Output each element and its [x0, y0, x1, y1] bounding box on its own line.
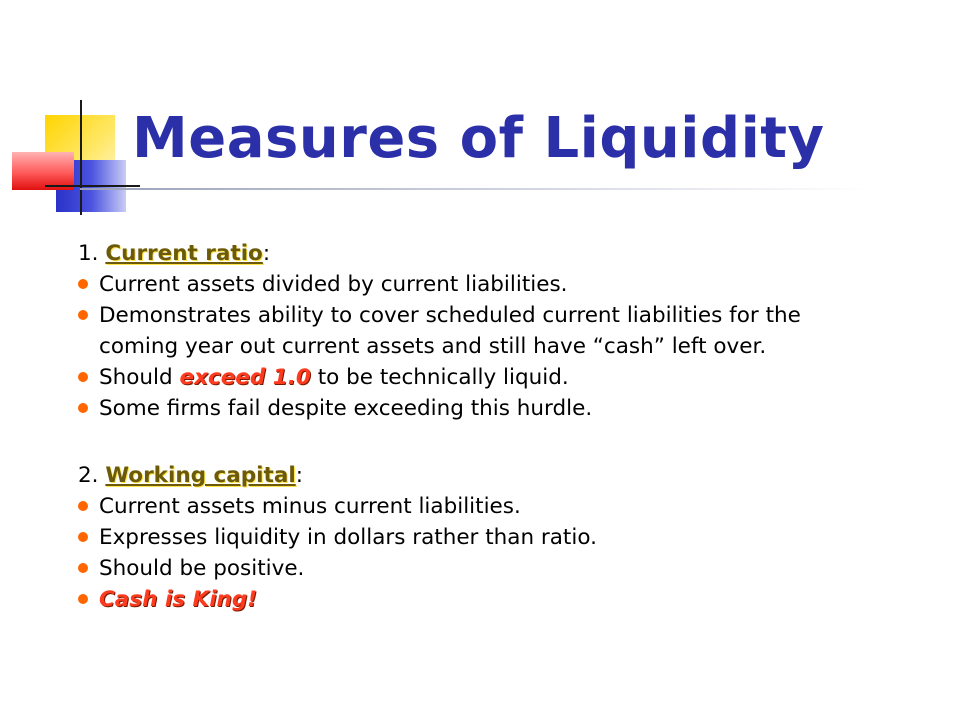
section-colon: : — [262, 241, 271, 266]
section-number: 1. — [78, 241, 99, 266]
slide-body — [78, 238, 918, 615]
bullet-text-post: to be technically liquid. — [317, 365, 569, 390]
bullet-item — [78, 584, 918, 615]
bullet-dot-icon — [78, 501, 88, 511]
slide-title: Measures of Liquidity — [132, 106, 825, 171]
bullet-item — [78, 362, 918, 393]
section-colon: : — [295, 463, 303, 488]
bullet-item — [78, 393, 918, 424]
term-working-capital: Working capital — [105, 463, 296, 488]
bullet-dot-icon — [78, 279, 88, 289]
vertical-line-decoration — [80, 100, 82, 215]
section-heading-working-capital — [78, 460, 918, 491]
emphasis-exceed: exceed 1.0 — [179, 365, 311, 390]
bullet-text: Should be positive. — [99, 556, 305, 581]
bullet-dot-icon — [78, 310, 88, 320]
bullet-dot-icon — [78, 532, 88, 542]
bullet-dot-icon — [78, 563, 88, 573]
slide-logo-decoration — [0, 0, 140, 220]
bullet-dot-icon — [78, 594, 88, 604]
bullet-item — [78, 300, 918, 331]
bullet-text-pre: Should — [99, 365, 173, 390]
bullet-dot-icon — [78, 403, 88, 413]
bullet-continuation — [78, 331, 918, 362]
bullet-text: Current assets divided by current liabilities. — [99, 272, 568, 297]
bullet-text: Expresses liquidity in dollars rather than ratio. — [99, 525, 597, 550]
bullet-item — [78, 553, 918, 584]
horizontal-line-decoration — [45, 185, 140, 187]
bullet-text: Some firms fail despite exceeding this hurdle. — [99, 396, 593, 421]
bullet-text: coming year out current assets and still have “cash” left over. — [99, 334, 767, 359]
term-current-ratio: Current ratio — [105, 241, 263, 266]
bullet-item — [78, 522, 918, 553]
bullet-text: Current assets minus current liabilities. — [99, 494, 521, 519]
bullet-item — [78, 491, 918, 522]
section-heading-current-ratio — [78, 238, 918, 269]
bullet-item — [78, 269, 918, 300]
emphasis-cash-is-king: Cash is King! — [99, 587, 258, 612]
section-number: 2. — [78, 463, 99, 488]
bullet-dot-icon — [78, 372, 88, 382]
bullet-text: Demonstrates ability to cover scheduled current liabilities for the — [99, 303, 801, 328]
section-spacer — [78, 424, 918, 460]
title-divider — [80, 188, 870, 190]
